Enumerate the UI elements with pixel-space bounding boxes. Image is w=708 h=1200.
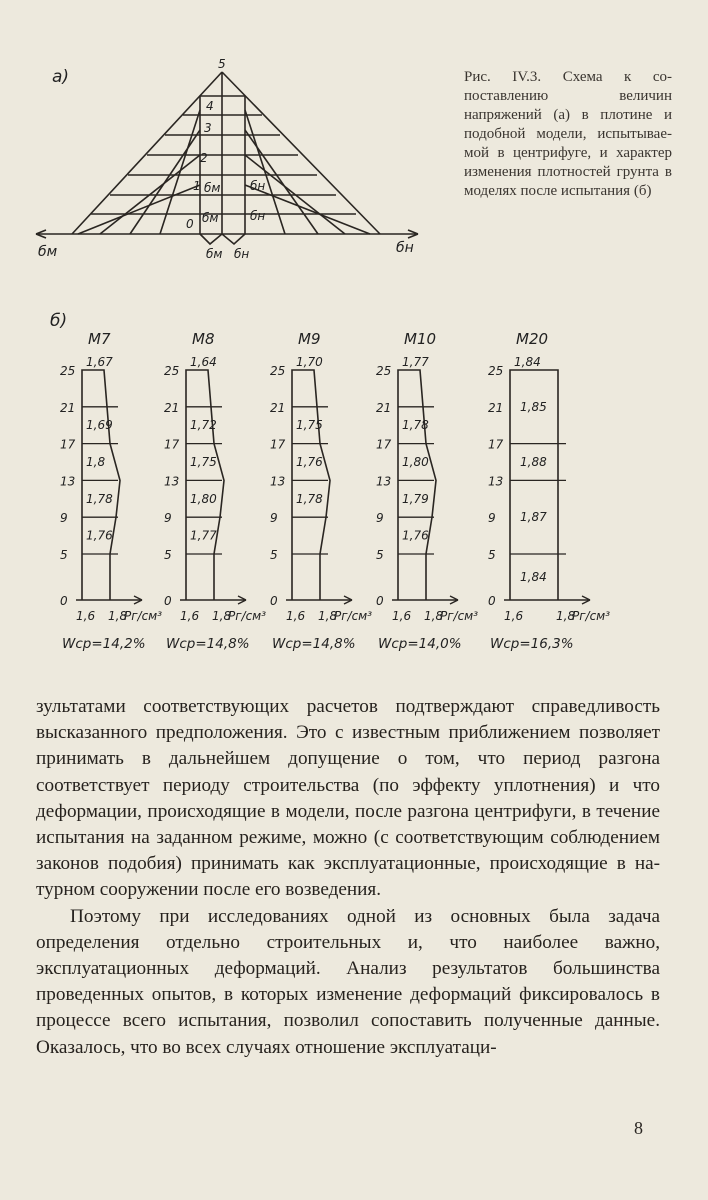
density-layer-value: 1,84 <box>520 570 547 584</box>
scheme-right-label-2: бн <box>250 209 266 223</box>
wcp-label-M8: Wср=14,8% <box>166 636 250 652</box>
height-tick: 5 <box>376 548 384 562</box>
model-name-M8: M8 <box>192 330 215 348</box>
body-text <box>36 694 660 1061</box>
height-tick: 13 <box>60 474 76 489</box>
x-unit: Pг/см³ <box>572 609 611 623</box>
density-layer-value: 1,72 <box>190 418 217 433</box>
density-layer-value: 1,76 <box>86 528 113 543</box>
page-number: 8 <box>634 1118 643 1138</box>
model-name-M7: M7 <box>88 330 111 348</box>
x-tick: 1,6 <box>286 609 306 623</box>
height-tick: 25 <box>488 364 504 378</box>
height-tick: 0 <box>488 594 496 608</box>
height-tick: 17 <box>270 437 286 452</box>
height-tick: 21 <box>270 400 286 415</box>
height-tick: 9 <box>164 511 172 526</box>
height-tick: 21 <box>164 400 180 415</box>
scheme-left-label-1: бм <box>204 181 221 195</box>
model-name-M20: M20 <box>516 330 549 348</box>
x-tick: 1,6 <box>392 609 412 623</box>
height-tick: 17 <box>488 437 504 452</box>
paragraph-1: зультатами соответствующих расчетов подтверждают справедливость высказанного предположения. Это с известным приближением позволяет принимать в дальнейшем допущение о том, что период разгона соответствует периоду строительства (по эффекту уплотнения) и что деформации, происходящие в модели, после разгона центрифуги, в течение испытания на заданном режиме, можно (с соответствующим соблюдением законов подобия) принимать как эксплуатационные, происходящие в натурном сооружении после его возведения. <box>36 696 660 901</box>
height-tick: 5 <box>488 548 496 562</box>
density-layer-value: 1,78 <box>296 491 323 506</box>
wcp-label-M7: Wср=14,2% <box>62 636 146 652</box>
x-unit: Pг/см³ <box>124 609 163 623</box>
height-tick: 0 <box>164 594 172 608</box>
model-name-M10: M10 <box>404 330 437 348</box>
height-tick: 21 <box>488 400 504 415</box>
density-top-value: 1,84 <box>514 355 541 369</box>
panel-b-label: б) <box>50 311 68 331</box>
density-layer-value: 1,69 <box>86 418 113 433</box>
x-tick: 1,6 <box>504 609 524 623</box>
height-tick: 5 <box>164 548 172 562</box>
profile-outline <box>186 370 224 600</box>
density-layer-value: 1,8 <box>86 455 106 469</box>
x-tick: 1,8 <box>424 609 444 623</box>
height-tick: 9 <box>270 511 278 526</box>
scheme-level-0: 0 <box>186 217 194 231</box>
scheme-bottom-left: бм <box>38 244 58 260</box>
height-tick: 25 <box>60 364 76 378</box>
density-layer-value: 1,75 <box>190 455 217 469</box>
density-layer-value: 1,87 <box>520 510 547 525</box>
density-layer-value: 1,78 <box>86 491 113 506</box>
height-tick: 9 <box>60 511 68 526</box>
height-tick: 21 <box>60 400 76 415</box>
density-layer-value: 1,80 <box>402 455 429 469</box>
profile-outline <box>82 370 120 600</box>
scheme-bottom-center-right: бн <box>234 247 250 261</box>
height-tick: 13 <box>488 474 504 489</box>
density-layer-value: 1,76 <box>296 455 323 469</box>
density-layer-value: 1,75 <box>296 418 323 433</box>
wcp-label-M9: Wср=14,8% <box>272 636 356 652</box>
density-top-value: 1,64 <box>190 355 217 369</box>
wcp-label-M10: Wср=14,0% <box>378 636 462 652</box>
x-unit: Pг/см³ <box>228 609 267 623</box>
height-tick: 25 <box>270 364 286 378</box>
x-unit: Pг/см³ <box>334 609 373 623</box>
height-tick: 5 <box>270 548 278 562</box>
wcp-label-M20: Wср=16,3% <box>490 636 574 652</box>
density-layer-value: 1,76 <box>402 528 429 543</box>
density-profiles-chart <box>0 300 708 670</box>
height-tick: 13 <box>164 474 180 489</box>
profile-outline <box>398 370 436 600</box>
scheme-right-label-1: бн <box>250 179 266 193</box>
height-tick: 9 <box>488 511 496 526</box>
x-tick: 1,6 <box>180 609 200 623</box>
scheme-left-label-2: бм <box>202 211 219 225</box>
density-layer-value: 1,85 <box>520 399 547 414</box>
model-name-M9: M9 <box>298 330 321 348</box>
height-tick: 17 <box>60 437 76 452</box>
x-tick: 1,8 <box>556 609 576 623</box>
height-tick: 5 <box>60 548 68 562</box>
profile-outline <box>292 370 330 600</box>
density-layer-value: 1,80 <box>190 491 217 506</box>
density-layer-value: 1,88 <box>520 455 547 469</box>
x-tick: 1,6 <box>76 609 96 623</box>
figure-caption: Рис. IV.3. Схема к сопоставлению величин напряжений (а) в плотине и подобной модели, испытываемой в центрифуге, и характер изменения плотностей грунта в моделях после испытания (б) <box>464 69 672 199</box>
x-tick: 1,8 <box>318 609 338 623</box>
scheme-level-3: 3 <box>204 121 212 135</box>
scheme-bottom-right: бн <box>396 240 414 256</box>
paragraph-2: Поэтому при исследованиях одной из основных была задача определения отдельно строительных и, что наиболее важно, эксплуатационных деформаций. Анализ результатов большинства проведенных опытов, в которых изменение деформаций фиксировалось в процессе всего испытания, позволил сопоставить полученные данные. Оказалось, что во всех случаях отношение эксплуатаци- <box>36 905 660 1058</box>
scheme-bottom-center-left: бм <box>206 247 223 261</box>
height-tick: 0 <box>270 594 278 608</box>
height-tick: 0 <box>376 594 384 608</box>
density-top-value: 1,77 <box>402 355 429 369</box>
height-tick: 0 <box>60 594 68 608</box>
height-tick: 17 <box>376 437 392 452</box>
density-layer-value: 1,78 <box>402 418 429 433</box>
density-top-value: 1,67 <box>86 355 113 369</box>
height-tick: 13 <box>376 474 392 489</box>
density-top-value: 1,70 <box>296 355 323 369</box>
height-tick: 17 <box>164 437 180 452</box>
height-tick: 9 <box>376 511 384 526</box>
scheme-apex-label: 5 <box>218 57 226 71</box>
x-tick: 1,8 <box>212 609 232 623</box>
scheme-level-4: 4 <box>206 99 214 113</box>
scheme-level-2: 2 <box>200 151 208 165</box>
height-tick: 25 <box>164 364 180 378</box>
density-layer-value: 1,79 <box>402 491 429 506</box>
height-tick: 25 <box>376 364 392 378</box>
height-tick: 21 <box>376 400 392 415</box>
height-tick: 13 <box>270 474 286 489</box>
panel-a-label: а) <box>52 67 70 87</box>
x-unit: Pг/см³ <box>440 609 479 623</box>
scheme-level-1: 1 <box>193 179 201 193</box>
density-layer-value: 1,77 <box>190 528 217 543</box>
x-tick: 1,8 <box>108 609 128 623</box>
